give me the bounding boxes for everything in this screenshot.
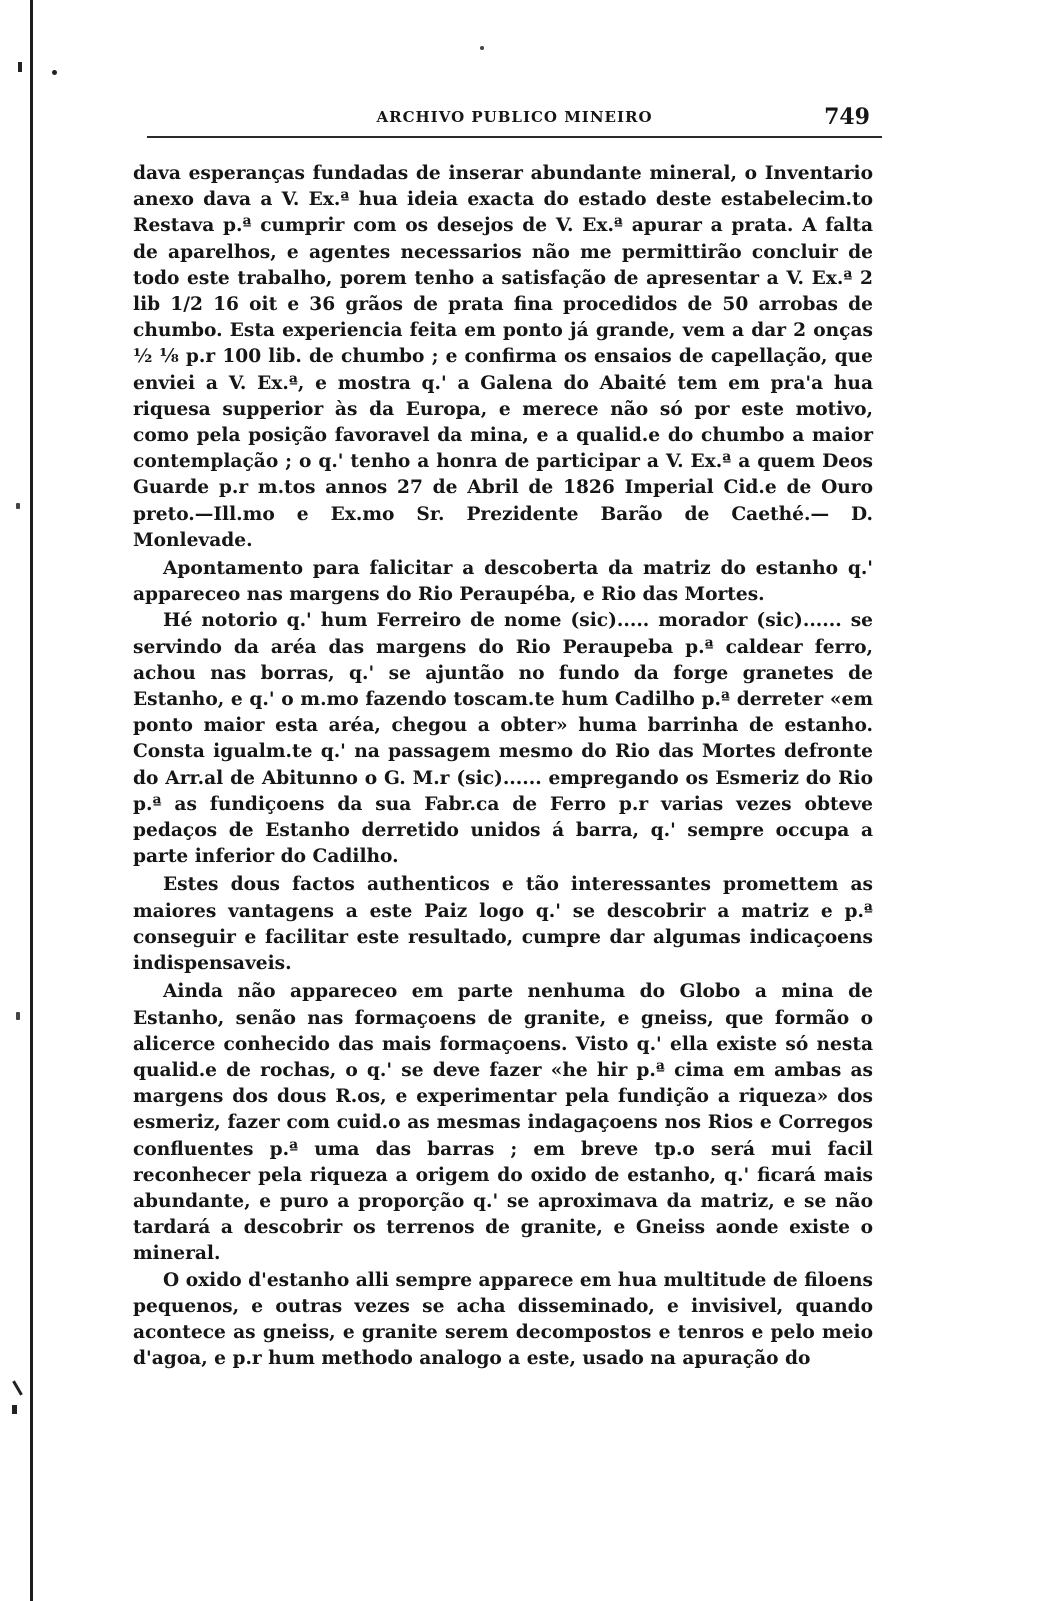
scan-speck: [16, 503, 20, 509]
running-head-title: ARCHIVO PUBLICO MINEIRO: [376, 108, 653, 126]
scan-mark: [52, 70, 57, 75]
paragraph-apontamento-title: Apontamento para falicitar a descoberta da matriz do estanho q.' appareceo nas margens do Rio Peraupéba, e Rio das Mortes.: [133, 558, 873, 606]
page-number: 749: [824, 104, 870, 130]
running-head: [147, 104, 882, 134]
paragraph-ferreiro: Hé notorio q.' hum Ferreiro de nome (sic)..... morador (sic)...... se servindo da aréa das margens do Rio Peraupeba p.ª caldear ferro, achou nas borras, q.' se ajuntão no fundo da forge granetes de Estanho, e q.' o m.mo fazendo toscam.te hum Cadilho p.ª derreter «em ponto maior esta aréa, chegou a obter» huma barrinha de estanho. Consta igualm.te q.' na passagem mesmo do Rio das Mortes defronte do Arr.al de Abitunno o G. M.r (sic)...... empregando os Esmeriz do Rio p.ª as fundiçoens da sua Fabr.ca de Ferro p.r varias vezes obteve pedaços de Estanho derretido unidos á barra, q.' sempre occupa a parte inferior do Cadilho.: [133, 610, 873, 868]
scan-speck: [16, 1012, 20, 1020]
scan-speck: [480, 46, 484, 50]
page-binding-edge: [30, 0, 33, 1601]
paragraph-letter-continuation: dava esperanças fundadas de inserar abundante mineral, o Inventario anexo dava a V. Ex.ª hua ideia exacta do estado deste estabelecim.to Restava p.ª cumprir com os desejos de V. Ex.ª apurar a prata. A falta de aparelhos, e agentes necessarios não me permittirão concluir de todo este trabalho, porem tenho a satisfação de apresentar a V. Ex.ª 2 lib 1/2 16 oit e 36 grãos de prata fina procedidos de 50 arrobas de chumbo. Esta experiencia feita em ponto já grande, vem a dar 2 onças ½ ⅛ p.r 100 lib. de chumbo ; e confirma os ensaios de capellação, que enviei a V. Ex.ª, e mostra q.' a Galena do Abaité tem em pra'a hua riquesa supperior às da Europa, e merece não só por este motivo, como pela posição favoravel da mina, e a qualid.e do chumbo a maior contemplação ; o q.' tenho a honra de participar a V. Ex.ª a quem Deos Guarde p.r m.tos annos 27 de Abril de 1826 Imperial Cid.e de Ouro preto.—Ill.mo e Ex.mo Sr. Prezidente Barão de Caethé.— D. Monlevade.: [133, 163, 873, 551]
header-rule: [147, 136, 882, 138]
scan-mark: [12, 1380, 23, 1395]
body-text: [133, 161, 873, 1372]
scan-mark: [18, 62, 22, 72]
paragraph-mina-estanho: Ainda não appareceo em parte nenhuma do Globo a mina de Estanho, senão nas formaçoens de granite, e gneiss, que formão o alicerce conhecido das mais formaçoens. Visto q.' ella existe só nesta qualid.e de rochas, o q.' se deve fazer «he hir p.ª cima em ambas as margens dos dous R.os, e experimentar pela fundição a riqueza» dos esmeriz, fazer com cuid.o as mesmas indagaçoens nos Rios e Corregos confluentes p.ª uma das barras ; em breve tp.o será mui facil reconhecer pela riqueza a origem do oxido de estanho, q.' ficará mais abundante, e puro a proporção q.' se aproximava da matriz, e se não tardará a descobrir os terrenos de granite, e Gneiss aonde existe o mineral.: [133, 981, 873, 1265]
scan-mark: [12, 1405, 17, 1414]
paragraph-oxido: O oxido d'estanho alli sempre apparece em hua multitude de filoens pequenos, e outras vezes se acha disseminado, e invisivel, quando acontece as gneiss, e granite serem decompostos e tenros e pelo meio d'agoa, e p.r hum methodo analogo a este, usado na apuração do: [133, 1269, 873, 1370]
paragraph-factos: Estes dous factos authenticos e tão interessantes promettem as maiores vantagens a este Paiz logo q.' se descobrir a matriz e p.ª conseguir e facilitar este resultado, cumpre dar algumas indicaçoens indispensaveis.: [133, 874, 873, 975]
